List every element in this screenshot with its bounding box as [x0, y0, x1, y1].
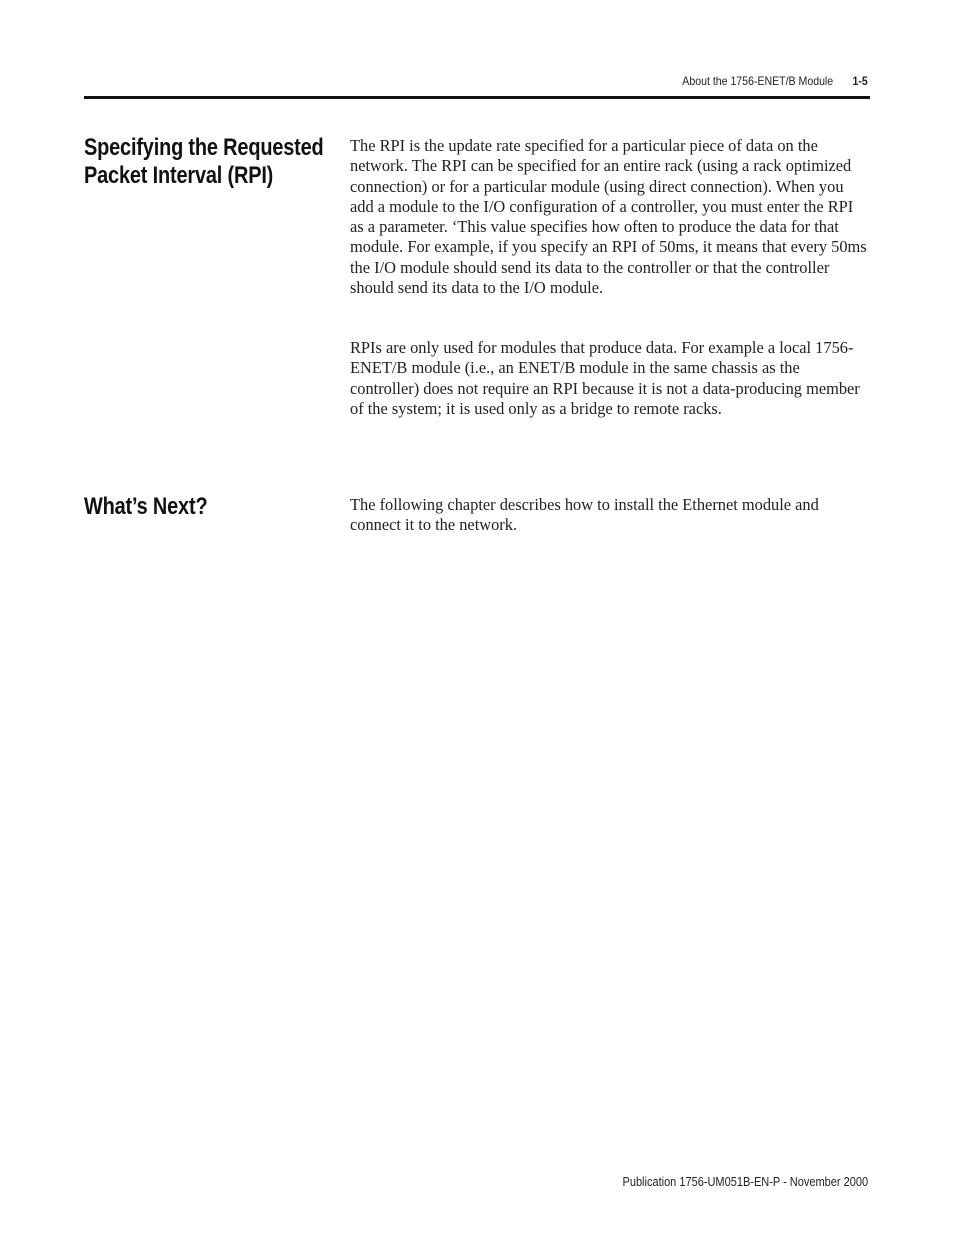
section-heading-whats-next: What’s Next? [84, 493, 208, 520]
page-number: 1-5 [852, 74, 868, 88]
header-rule [84, 96, 870, 99]
rpi-paragraph-1: The RPI is the update rate specified for a particular piece of data on the network. The RPI can be specified for an entire rack (using a rack optimized connection) or for a particular module (using direct connection). When you add a module to the I/O configuration of a controller, you must enter the RPI as a parameter. ‘This value specifies how often to produce the data for that module. For example, if you specify an RPI of 50ms, it means that every 50ms the I/O module should send its data to the controller or that the controller should send its data to the I/O module. [350, 136, 867, 298]
rpi-paragraph-2: RPIs are only used for modules that produce data. For example a local 1756-ENET/B module (i.e., an ENET/B module in the same chassis as the controller) does not require an RPI because it is not a data-producing member of the system; it is used only as a bridge to remote racks. [350, 338, 860, 418]
section-heading-rpi: Specifying the Requested Packet Interval (RPI) [84, 134, 324, 189]
running-title: About the 1756-ENET/B Module [682, 74, 834, 88]
running-header [683, 74, 868, 88]
footer-publication: Publication 1756-UM051B-EN-P - November 2000 [622, 1175, 868, 1189]
whats-next-paragraph: The following chapter describes how to install the Ethernet module and connect it to the network. [350, 495, 819, 535]
